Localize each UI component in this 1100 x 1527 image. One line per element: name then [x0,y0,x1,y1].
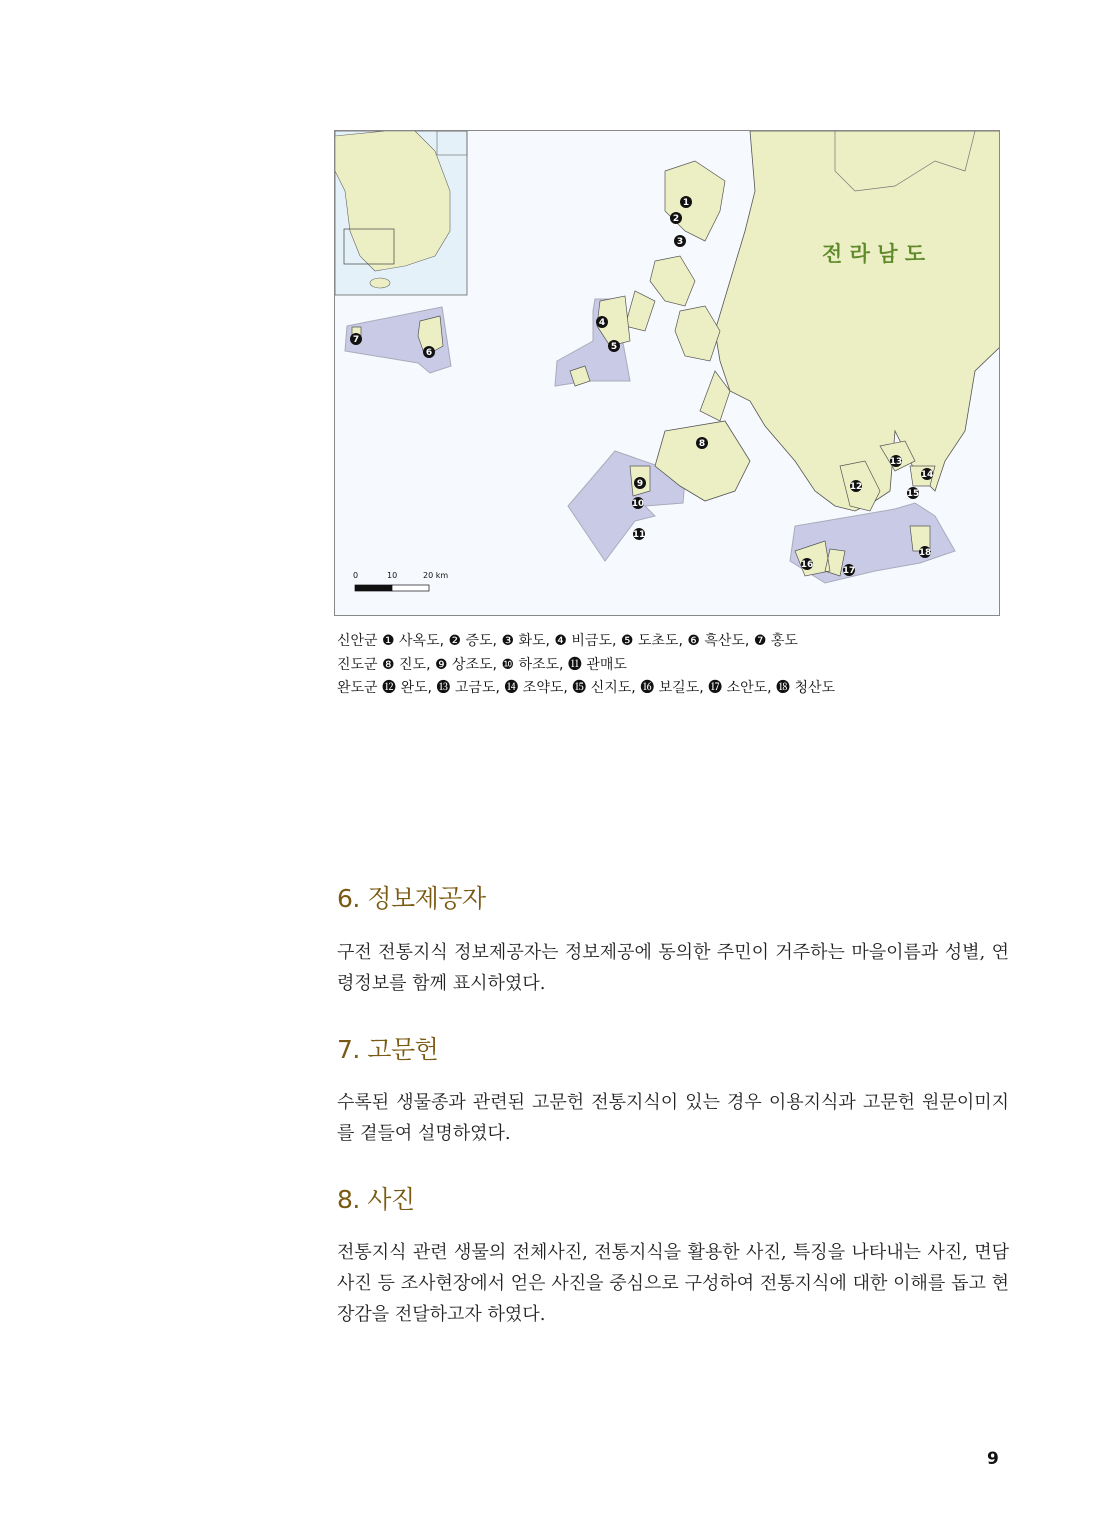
mainland-jeonnam [715,131,1000,511]
section-heading-photos: 8. 사진 [337,1185,415,1214]
section-body-photos: 전통지식 관련 생물의 전체사진, 전통지식을 활용한 사진, 특징을 나타내는 사진, 면담사진 등 조사현장에서 얻은 사진을 중심으로 구성하여 전통지식에 대한 이해를 돕고 현장감을 전달하고자 하였다. [337,1242,1009,1325]
svg-text:3: 3 [676,237,684,247]
island-marker-13 [890,455,903,467]
svg-text:14: 14 [920,470,934,480]
svg-text:5: 5 [610,342,618,352]
map-graphic [335,131,1000,616]
svg-text:8: 8 [698,439,706,449]
caption-line-wando: 완도군 ⓬ 완도, ⓭ 고금도, ⓮ 조약도, ⓯ 신지도, ⓰ 보길도, ⓱ 소안도, ⓲ 청산도 [337,680,836,696]
svg-text:1: 1 [682,198,690,208]
map-caption [337,630,835,701]
svg-text:6: 6 [425,348,433,358]
svg-text:0: 0 [353,571,359,580]
scale-bar [353,571,448,591]
island-marker-18 [919,546,932,558]
section-body-old-literature: 수록된 생물종과 관련된 고문헌 전통지식이 있는 경우 이용지식과 고문헌 원문이미지를 곁들여 설명하였다. [337,1092,1009,1144]
island-marker-7 [350,333,362,345]
island-marker-11 [633,528,646,540]
svg-text:16: 16 [800,560,814,570]
island-marker-2 [670,212,682,224]
caption-line-sinan: 신안군 ❶ 사옥도, ❷ 증도, ❸ 화도, ❹ 비금도, ❺ 도초도, ❻ 흑산도, ❼ 홍도 [337,633,798,649]
korea-inset-map [335,131,467,295]
island-marker-6 [423,346,435,358]
island-marker-10 [632,497,645,509]
svg-text:13: 13 [889,457,903,467]
svg-text:20 km: 20 km [423,571,449,580]
island-marker-17 [843,564,856,576]
island-marker-5 [608,340,620,352]
page-number: 9 [987,1449,999,1469]
svg-text:9: 9 [636,479,644,489]
section-heading-old-literature: 7. 고문헌 [337,1035,439,1064]
section-body-informant: 구전 전통지식 정보제공자는 정보제공에 동의한 주민이 거주하는 마을이름과 성별, 연령정보를 함께 표시하였다. [337,942,1009,994]
region-label-jeonnam: 전 라 남 도 [822,242,926,266]
island-marker-12 [850,480,863,492]
island-marker-8 [696,437,708,449]
svg-text:2: 2 [672,214,680,224]
svg-text:10: 10 [387,571,398,580]
svg-text:10: 10 [631,499,645,509]
svg-text:17: 17 [842,566,856,576]
svg-text:4: 4 [598,318,606,328]
svg-text:12: 12 [849,482,863,492]
island-marker-1 [680,196,692,208]
island-marker-4 [596,316,608,328]
svg-text:18: 18 [918,548,932,558]
island-marker-15 [907,487,920,499]
section-heading-informant: 6. 정보제공자 [337,884,486,913]
island-marker-3 [674,235,686,247]
svg-text:15: 15 [906,489,920,499]
svg-text:7: 7 [352,335,360,345]
island-marker-14 [921,468,934,480]
island-marker-9 [634,477,646,489]
caption-line-jindo: 진도군 ❽ 진도, ❾ 상조도, ❿ 하조도, ⓫ 관매도 [337,656,627,673]
svg-text:11: 11 [632,530,646,540]
island-marker-16 [801,558,814,570]
island-location-map [334,130,1000,616]
